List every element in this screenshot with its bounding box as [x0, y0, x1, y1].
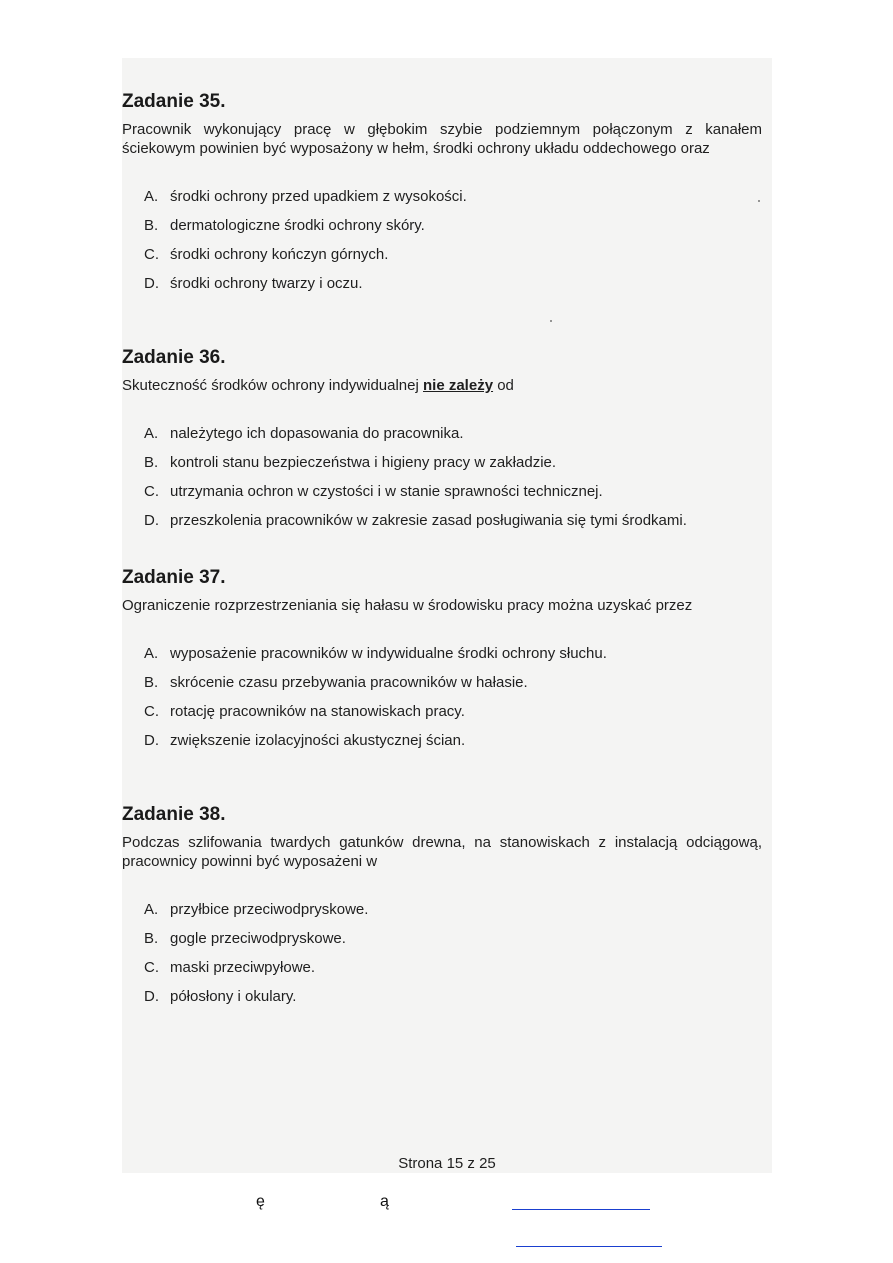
answer-text: kontroli stanu bezpieczeństwa i higieny pracy w zakładzie.	[170, 454, 557, 471]
answer-letter: B.	[144, 674, 159, 691]
answer-letter: D.	[144, 275, 159, 292]
answer-text: gogle przeciwodpryskowe.	[170, 930, 346, 947]
answer-letter: C.	[144, 483, 159, 500]
scan-speck	[550, 320, 552, 322]
answer-option	[144, 182, 772, 211]
answer-text: środki ochrony kończyn górnych.	[170, 246, 389, 263]
task-question	[122, 376, 762, 395]
footer-link-underline[interactable]	[516, 1246, 662, 1247]
answer-option	[144, 506, 772, 535]
answer-option	[144, 953, 772, 982]
answer-text: skrócenie czasu przebywania pracowników w hałasie.	[170, 674, 528, 691]
question-text: Skuteczność środków ochrony indywidualnej	[122, 377, 419, 394]
task-question: Podczas szlifowania twardych gatunków drewna, na stanowiskach z instalacją odciągową, pracownicy powinni być wyposażeni w	[122, 834, 762, 870]
answer-letter: B.	[144, 454, 159, 471]
answer-option	[144, 639, 772, 668]
answer-option	[144, 668, 772, 697]
answer-text: maski przeciwpyłowe.	[170, 959, 316, 976]
answer-text: utrzymania ochron w czystości i w stanie sprawności technicznej.	[170, 483, 603, 500]
scanned-page	[122, 58, 772, 1173]
answer-letter: D.	[144, 732, 159, 749]
answer-option	[144, 726, 772, 755]
answer-text: wyposażenie pracowników w indywidualne środki ochrony słuchu.	[170, 645, 607, 662]
task-heading: Zadanie 35.	[122, 91, 226, 112]
task-36	[122, 346, 772, 535]
scan-speck	[758, 200, 760, 202]
footer-link-underline[interactable]	[512, 1209, 650, 1210]
answer-option	[144, 211, 772, 240]
answer-list	[122, 419, 772, 535]
answer-letter: C.	[144, 703, 159, 720]
question-emphasis: nie zależy	[423, 377, 494, 394]
footer-character: ą	[380, 1193, 389, 1210]
answer-option	[144, 924, 772, 953]
task-question: Pracownik wykonujący pracę w głębokim szybie podziemnym połączonym z kanałem ściekowym powinien być wyposażony w hełm, środki ochrony układu oddechowego oraz	[122, 121, 762, 157]
answer-option	[144, 240, 772, 269]
answer-text: przeszkolenia pracowników w zakresie zasad posługiwania się tymi środkami.	[170, 512, 687, 529]
answer-letter: B.	[144, 930, 159, 947]
answer-option	[144, 697, 772, 726]
task-heading: Zadanie 37.	[122, 567, 226, 588]
task-35	[122, 90, 772, 298]
answer-option	[144, 982, 772, 1011]
question-text-end: od	[497, 377, 514, 394]
answer-text: przyłbice przeciwodpryskowe.	[170, 901, 369, 918]
task-heading: Zadanie 38.	[122, 804, 226, 825]
answer-text: półosłony i okulary.	[170, 988, 297, 1005]
answer-option	[144, 448, 772, 477]
answer-text: zwiększenie izolacyjności akustycznej ścian.	[170, 732, 466, 749]
answer-letter: C.	[144, 246, 159, 263]
answer-letter: A.	[144, 425, 159, 442]
answer-list	[122, 895, 772, 1011]
task-37	[122, 566, 772, 755]
answer-list	[122, 182, 772, 298]
answer-text: środki ochrony twarzy i oczu.	[170, 275, 363, 292]
task-question: Ograniczenie rozprzestrzeniania się hałasu w środowisku pracy można uzyskać przez	[122, 597, 693, 614]
footer-character: ę	[256, 1193, 265, 1210]
answer-text: środki ochrony przed upadkiem z wysokości.	[170, 188, 467, 205]
answer-option	[144, 477, 772, 506]
answer-text: należytego ich dopasowania do pracownika.	[170, 425, 464, 442]
answer-letter: A.	[144, 645, 159, 662]
answer-letter: A.	[144, 901, 159, 918]
page-number: Strona 15 z 25	[398, 1155, 496, 1172]
task-38	[122, 803, 772, 1011]
answer-text: dermatologiczne środki ochrony skóry.	[170, 217, 425, 234]
answer-letter: B.	[144, 217, 159, 234]
task-heading: Zadanie 36.	[122, 347, 226, 368]
answer-letter: C.	[144, 959, 159, 976]
answer-option	[144, 269, 772, 298]
answer-letter: D.	[144, 988, 159, 1005]
answer-option	[144, 419, 772, 448]
answer-option	[144, 895, 772, 924]
answer-letter: A.	[144, 188, 159, 205]
answer-list	[122, 639, 772, 755]
answer-text: rotację pracowników na stanowiskach pracy.	[170, 703, 465, 720]
answer-letter: D.	[144, 512, 159, 529]
